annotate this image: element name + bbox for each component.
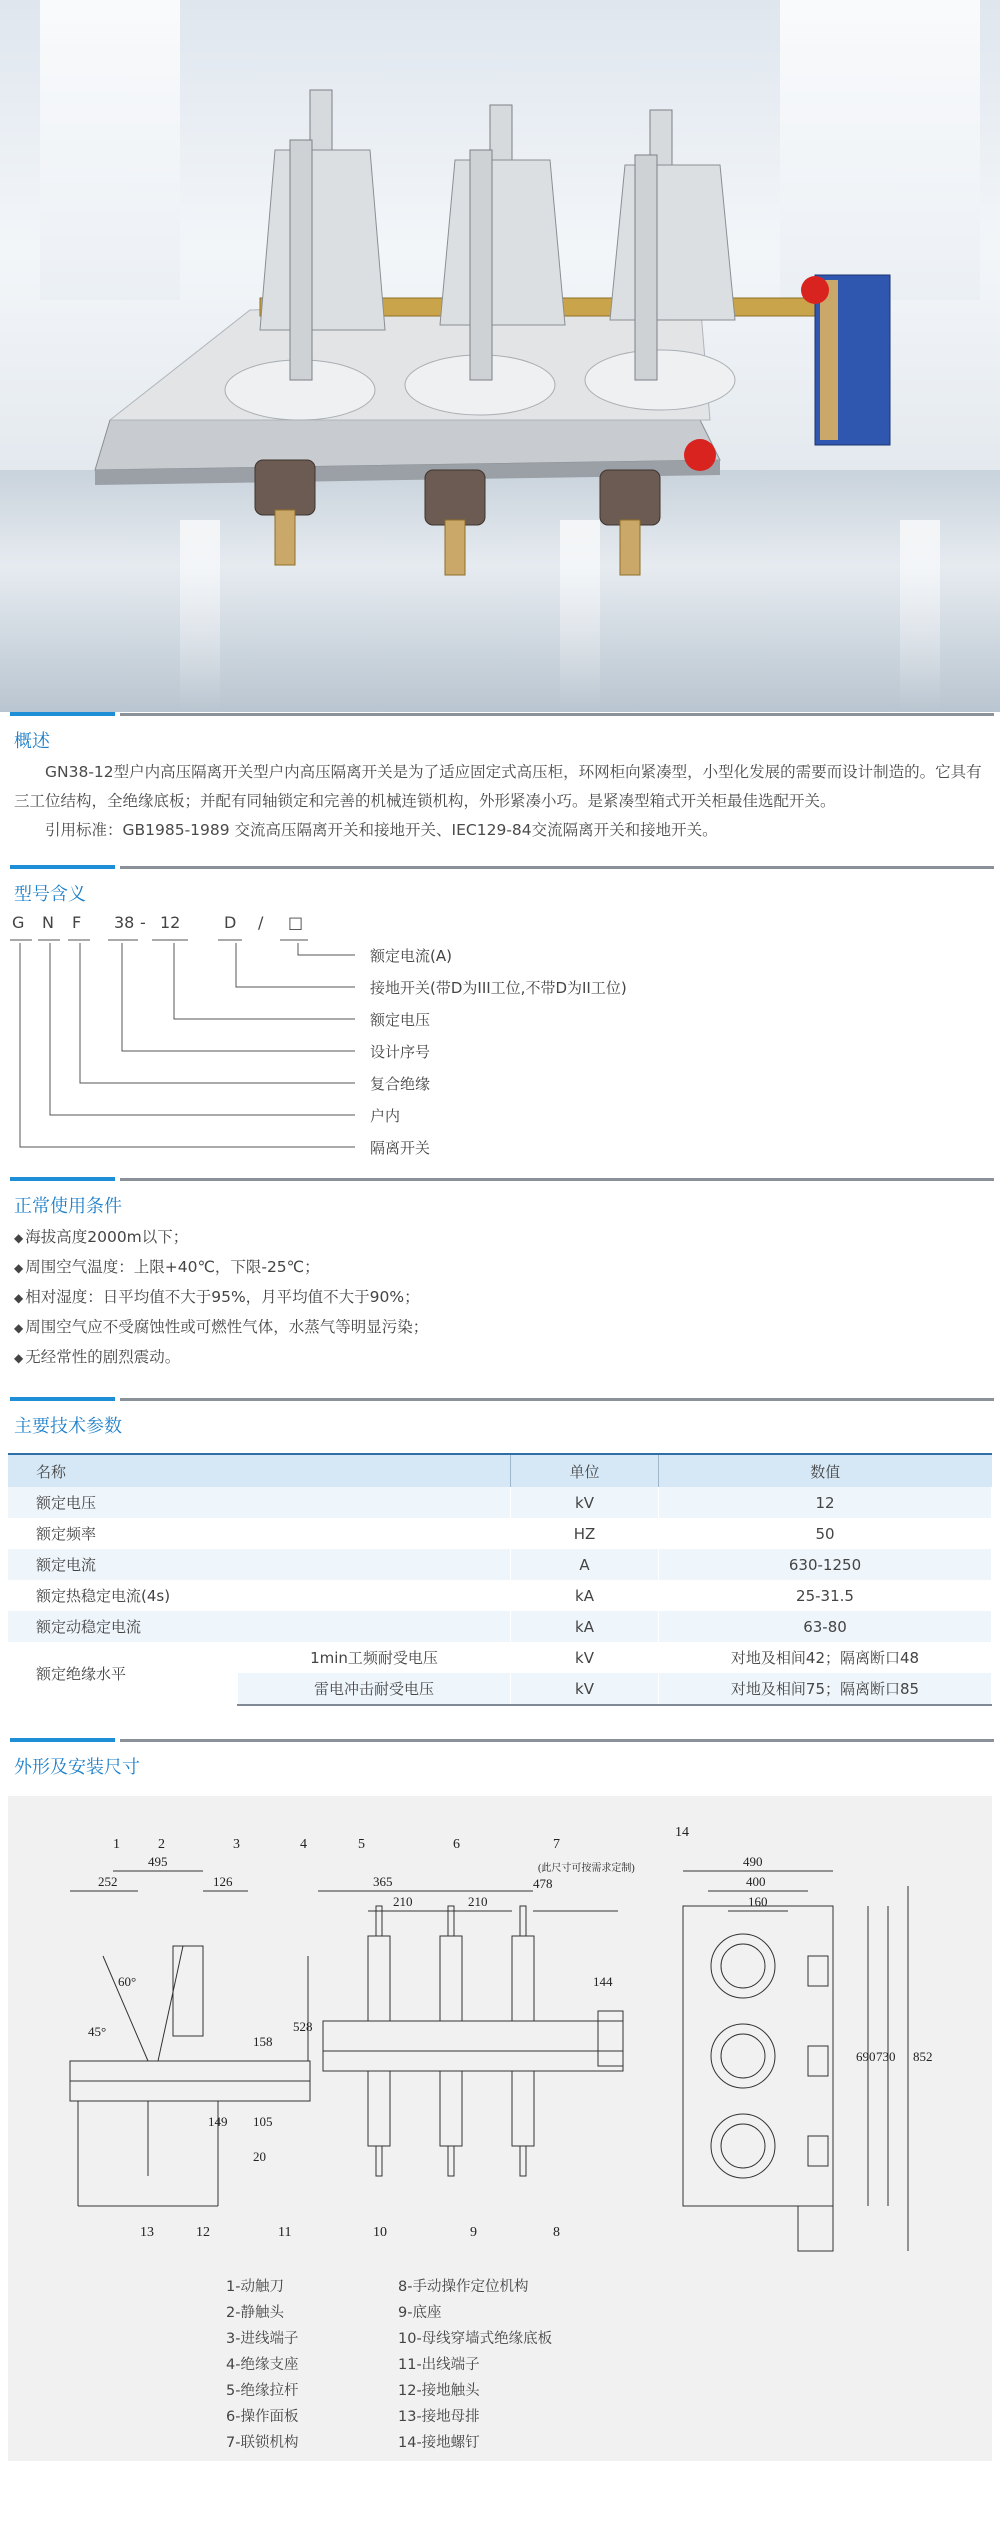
switch-illustration <box>0 0 1000 712</box>
callout-number: 8 <box>553 2225 560 2240</box>
callout-number: 7 <box>553 1837 560 1852</box>
model-label: 额定电压 <box>370 1011 431 1029</box>
model-label: 额定电流(A) <box>370 947 452 965</box>
section-rule-accent <box>10 712 115 716</box>
model-code-letter: F <box>72 913 82 932</box>
table-cell: 额定绝缘水平 <box>8 1642 238 1705</box>
table-cell: 额定频率 <box>8 1518 511 1549</box>
drawing-legend-left <box>226 2274 298 2456</box>
params-table <box>8 1453 992 1706</box>
dimension-label: 690 <box>856 2049 876 2064</box>
list-item: ◆ 海拔高度2000m以下； <box>14 1223 988 1253</box>
table-cell: 12 <box>659 1487 992 1518</box>
table-cell: 63-80 <box>659 1611 992 1642</box>
section-header-model <box>0 865 1000 905</box>
dimension-label: 528 <box>293 2019 313 2034</box>
section-rule-accent <box>10 865 115 869</box>
section-title: 正常使用条件 <box>14 1196 122 1217</box>
table-cell: 50 <box>659 1518 992 1549</box>
model-diagram <box>10 905 990 1205</box>
dimension-label: 365 <box>373 1874 393 1889</box>
legend-item: 11-出线端子 <box>398 2357 480 2373</box>
overview-standards: 引用标准：GB1985-1989 交流高压隔离开关和接地开关、IEC129-84交流隔离开关和接地开关。 <box>45 821 718 839</box>
dimension-label: 149 <box>208 2114 228 2129</box>
model-label: 复合绝缘 <box>370 1075 431 1093</box>
callout-number: 11 <box>278 2225 292 2240</box>
model-code-letter: G <box>12 913 25 932</box>
table-row <box>8 1518 992 1549</box>
dimension-label: 490 <box>743 1854 763 1869</box>
model-code-letter: 12 <box>160 913 181 932</box>
section-rule <box>120 1398 994 1401</box>
callout-number: 13 <box>140 2225 154 2240</box>
callout-number: 10 <box>373 2225 387 2240</box>
column-header: 名称 <box>8 1454 511 1487</box>
model-label: 隔离开关 <box>370 1139 431 1157</box>
dimension-label: 730 <box>876 2049 896 2064</box>
legend-item: 2-静触头 <box>226 2305 284 2321</box>
table-row <box>8 1611 992 1642</box>
column-header: 单位 <box>511 1454 659 1487</box>
model-label: 接地开关(带D为III工位,不带D为II工位) <box>370 979 627 997</box>
section-rule <box>120 1739 994 1742</box>
section-title: 概述 <box>14 731 50 752</box>
section-rule <box>120 866 994 869</box>
conditions-list <box>14 1223 988 1373</box>
dimension-label: 252 <box>98 1874 118 1889</box>
table-row <box>8 1549 992 1580</box>
list-item: ◆ 相对湿度：日平均值不大于95%，月平均值不大于90%； <box>14 1283 988 1313</box>
section-header-conditions <box>0 1177 1000 1217</box>
table-cell: kA <box>511 1580 659 1611</box>
legend-item: 10-母线穿墙式绝缘底板 <box>398 2331 553 2347</box>
dimension-label: 126 <box>213 1874 233 1889</box>
table-cell: 额定热稳定电流(4s) <box>8 1580 511 1611</box>
callout-number: 9 <box>470 2225 477 2240</box>
dimension-label: 158 <box>253 2034 273 2049</box>
overview-paragraph: GN38-12型户内高压隔离开关型户内高压隔离开关是为了适应固定式高压柜，环网柜向紧凑型，小型化发展的需要而设计制造的。它具有三工位结构，全绝缘底板；并配有同轴锁定和完善的机械连锁机构，外形紧凑小巧。是紧凑型箱式开关柜最佳选配开关。 <box>14 763 982 810</box>
legend-item: 8-手动操作定位机构 <box>398 2279 529 2295</box>
section-header-drawing <box>0 1738 1000 1778</box>
dimension-label: 20 <box>253 2149 266 2164</box>
dimension-label: 478 <box>533 1876 553 1891</box>
list-item: ◆ 无经常性的剧烈震动。 <box>14 1343 988 1373</box>
dimension-label: 400 <box>746 1874 766 1889</box>
callout-number: 2 <box>158 1837 165 1852</box>
table-cell: 对地及相间75；隔离断口85 <box>659 1673 992 1705</box>
callout-number: 6 <box>453 1837 460 1852</box>
callout-number: 5 <box>358 1837 365 1852</box>
table-row <box>8 1487 992 1518</box>
model-label: 设计序号 <box>370 1043 431 1061</box>
list-item: ◆ 周围空气应不受腐蚀性或可燃性气体，水蒸气等明显污染； <box>14 1313 988 1343</box>
dimension-label: 45° <box>88 2024 107 2039</box>
table-cell: 25-31.5 <box>659 1580 992 1611</box>
model-code-letter: D <box>224 913 237 932</box>
table-cell: 额定动稳定电流 <box>8 1611 511 1642</box>
model-leader-lines <box>10 905 410 1205</box>
model-label: 户内 <box>370 1107 401 1125</box>
table-cell: 630-1250 <box>659 1549 992 1580</box>
table-cell: kA <box>511 1611 659 1642</box>
table-cell: 额定电流 <box>8 1549 511 1580</box>
drawing-note: (此尺寸可按需求定制) <box>538 1863 635 1874</box>
legend-item: 9-底座 <box>398 2305 442 2321</box>
table-cell: kV <box>511 1673 659 1705</box>
callout-number: 4 <box>300 1837 307 1852</box>
product-photo <box>0 0 1000 712</box>
legend-item: 7-联锁机构 <box>226 2435 299 2451</box>
table-cell: 对地及相间42；隔离断口48 <box>659 1642 992 1673</box>
section-title: 型号含义 <box>14 884 86 905</box>
table-cell: kV <box>511 1487 659 1518</box>
list-item: ◆ 周围空气温度：上限+40℃，下限-25℃； <box>14 1253 988 1283</box>
callout-number: 3 <box>233 1837 240 1852</box>
section-rule <box>120 1178 994 1181</box>
callout-number: 1 <box>113 1837 120 1852</box>
section-header-params <box>0 1397 1000 1437</box>
dimension-label: 210 <box>468 1894 488 1909</box>
dimension-label: 144 <box>593 1974 613 1989</box>
table-cell: 雷电冲击耐受电压 <box>238 1673 511 1705</box>
legend-item: 4-绝缘支座 <box>226 2357 299 2373</box>
table-cell: HZ <box>511 1518 659 1549</box>
table-header-row <box>8 1454 992 1487</box>
column-header: 数值 <box>659 1454 992 1487</box>
model-code-letter: / <box>258 913 264 932</box>
model-code-letter: □ <box>288 913 304 932</box>
dimension-label: 160 <box>748 1894 768 1909</box>
model-code-letter: 38 <box>114 913 135 932</box>
callout-number: 12 <box>196 2225 210 2240</box>
legend-item: 6-操作面板 <box>226 2409 299 2425</box>
callout-number: 14 <box>675 1825 689 1840</box>
section-rule-accent <box>10 1177 115 1181</box>
dimension-drawing <box>8 1796 992 2461</box>
section-rule-accent <box>10 1738 115 1742</box>
section-header-overview <box>0 712 1000 752</box>
model-code-letter: N <box>42 913 54 932</box>
legend-item: 12-接地触头 <box>398 2383 480 2399</box>
dimension-label: 105 <box>253 2114 273 2129</box>
table-cell: kV <box>511 1642 659 1673</box>
legend-item: 14-接地螺钉 <box>398 2435 480 2451</box>
model-code-letter: - <box>140 913 146 932</box>
dimension-label: 210 <box>393 1894 413 1909</box>
dimension-label: 495 <box>148 1854 168 1869</box>
section-rule <box>120 713 994 716</box>
table-cell: 1min工频耐受电压 <box>238 1642 511 1673</box>
table-row <box>8 1642 992 1673</box>
legend-item: 5-绝缘拉杆 <box>226 2383 299 2399</box>
section-title: 外形及安装尺寸 <box>14 1757 140 1778</box>
drawing-legend-right <box>398 2274 552 2456</box>
section-title: 主要技术参数 <box>14 1416 122 1437</box>
table-cell: 额定电压 <box>8 1487 511 1518</box>
legend-item: 1-动触刀 <box>226 2279 284 2295</box>
legend-item: 3-进线端子 <box>226 2331 299 2347</box>
table-row <box>8 1580 992 1611</box>
section-rule-accent <box>10 1397 115 1401</box>
table-cell: A <box>511 1549 659 1580</box>
dimension-label: 60° <box>118 1974 137 1989</box>
legend-item: 13-接地母排 <box>398 2409 480 2425</box>
dimension-label: 852 <box>913 2049 933 2064</box>
